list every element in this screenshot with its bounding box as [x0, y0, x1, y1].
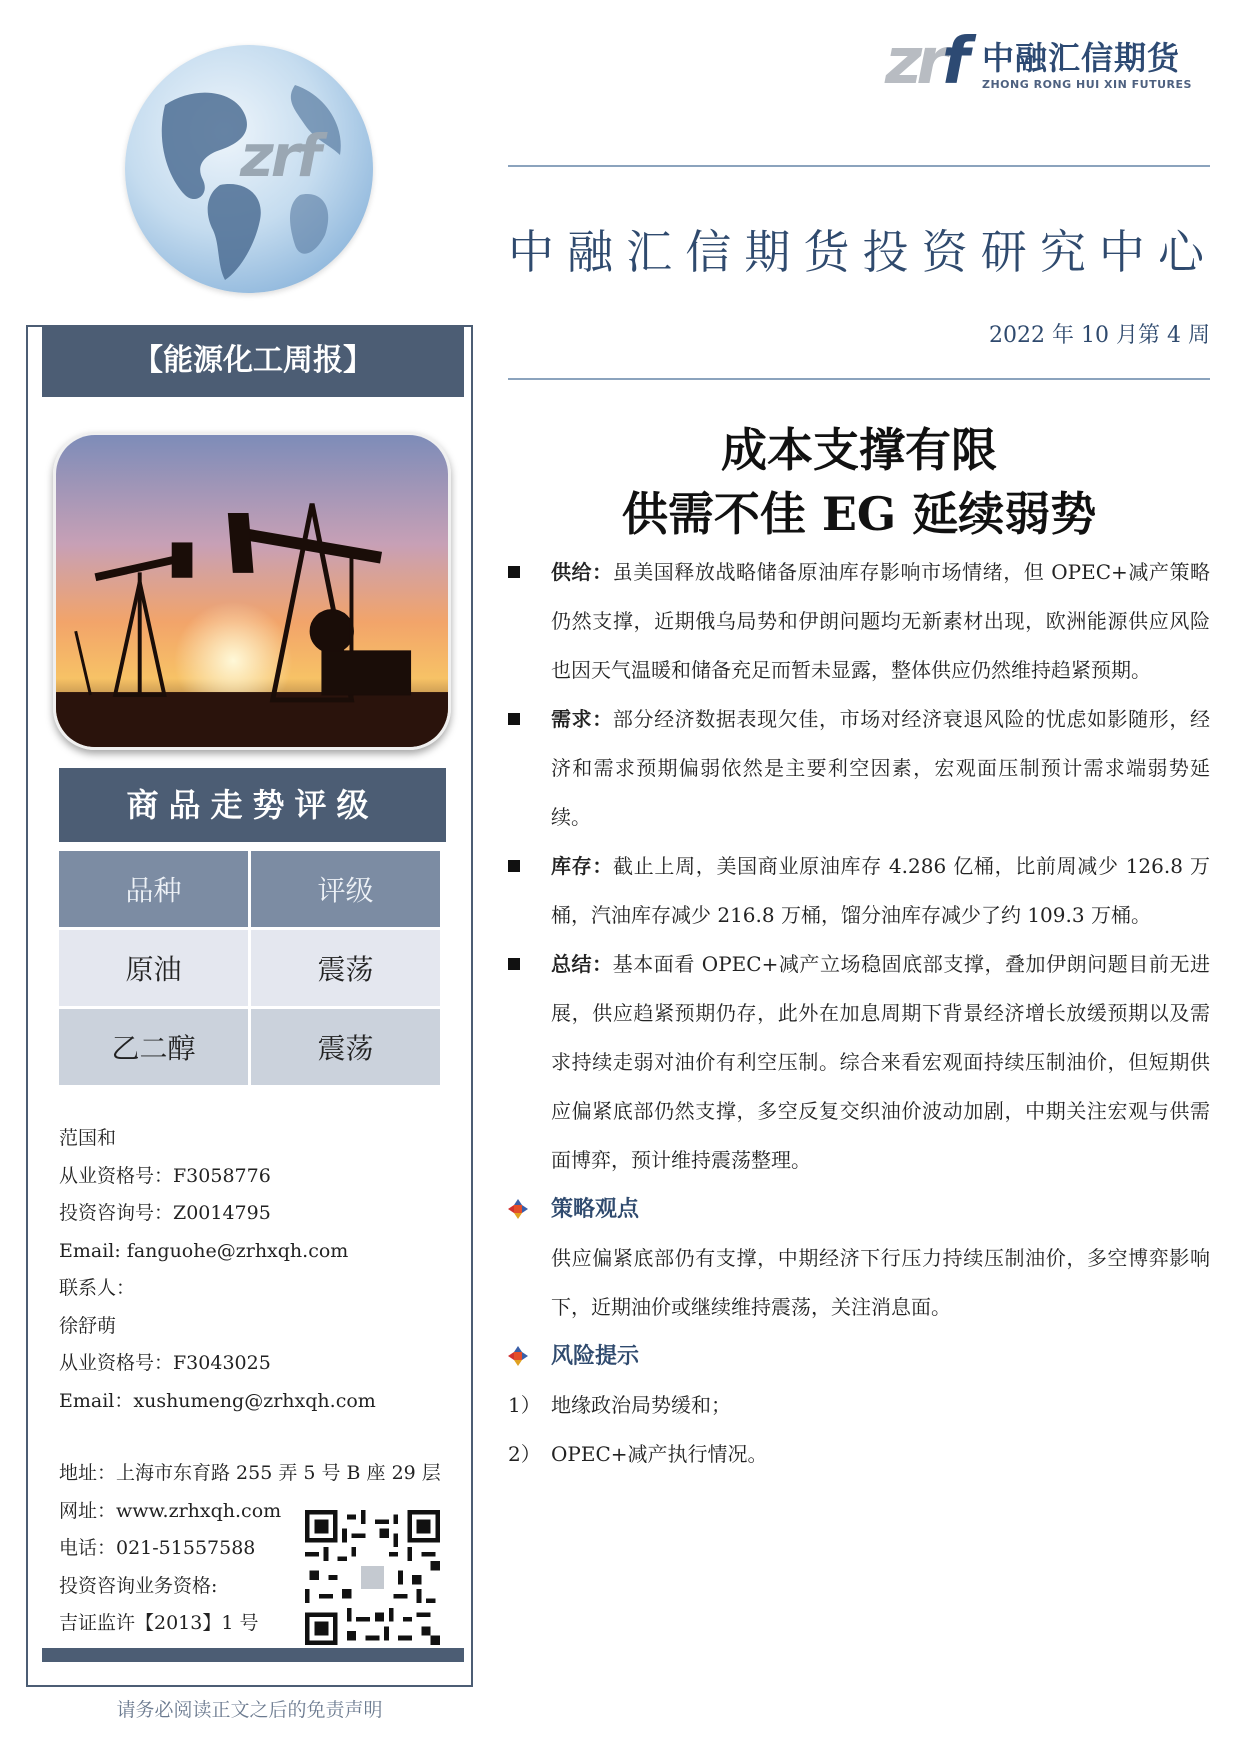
product-rating: 震荡 [251, 1009, 440, 1085]
contact-email[interactable]: Email：xushumeng@zrhxqh.com [59, 1389, 376, 1412]
analyst-contacts [59, 1120, 376, 1420]
bullet-text: 截止上周，美国商业原油库存 4.286 亿桶，比前周减少 126.8 万桶，汽油库存减少 216.8 万桶，馏分油库存减少了约 109.3 万桶。 [551, 854, 1210, 927]
company-logo-mark [885, 25, 964, 99]
bullet-text: 虽美国释放战略储备原油库存影响市场情绪，但 OPEC+减产策略仍然支撑，近期俄乌局势和伊朗问题均无新素材出现，欧洲能源供应风险也因天气温暖和储备充足而暂未显露，整体供应仍然维持趋紧预期。 [551, 560, 1210, 682]
report-type-label: 【能源化工周报】 [42, 325, 464, 397]
headline-line-1: 成本支撑有限 [721, 423, 997, 477]
bullet-demand [508, 695, 1210, 842]
qualification-number: 从业资格号：F3058776 [59, 1164, 271, 1187]
company-name-cn: 中融汇信期货 [982, 39, 1181, 77]
contact-qualification-number: 从业资格号：F3043025 [59, 1352, 271, 1374]
report-date: 2022 年 10 月第 4 周 [989, 323, 1210, 348]
table-row [59, 930, 440, 1006]
company-website[interactable]: 网址：www.zrhxqh.com [59, 1499, 282, 1522]
bullet-label: 需求： [551, 707, 613, 731]
contact-name: 徐舒萌 [59, 1314, 117, 1337]
logo-mark-suffix: f [941, 25, 964, 99]
risk-heading [508, 1332, 1210, 1381]
risk-item-text: OPEC+减产执行情况。 [551, 1442, 768, 1466]
contact-person-label: 联系人： [59, 1277, 136, 1299]
strategy-title: 策略观点 [551, 1197, 640, 1222]
square-bullet-icon [508, 860, 520, 872]
analyst-name: 范国和 [59, 1127, 117, 1149]
sidebar-footer-bar [42, 1648, 464, 1662]
license-label: 投资咨询业务资格: [59, 1574, 218, 1597]
report-body [508, 548, 1210, 1479]
header-divider-top [508, 165, 1210, 167]
bullet-text: 部分经济数据表现欠佳，市场对经济衰退风险的忧虑如影随形，经济和需求预期偏弱依然是主要利空因素，宏观面压制预计需求端弱势延续。 [551, 707, 1211, 829]
bullet-text: 基本面看 OPEC+减产立场稳固底部支撑，叠加伊朗问题目前无进展，供应趋紧预期仍存，此外在加息周期下背景经济增长放缓预期以及需求持续走弱对油价有利空压制。综合来看宏观面持续压制油价，但短期供应偏紧底部仍然支撑，多空反复交织油价波动加剧，中期关注宏观与供需面博弈，预计维持震荡整理。 [551, 952, 1210, 1172]
column-header-product: 品种 [59, 851, 248, 927]
company-name-en: ZHONG RONG HUI XIN FUTURES [982, 78, 1192, 91]
square-bullet-icon [508, 958, 520, 970]
headline-line-2: 供需不佳 EG 延续弱势 [621, 487, 1097, 541]
column-header-rating: 评级 [251, 851, 440, 927]
disclaimer-notice: 请务必阅读正文之后的免责声明 [116, 1699, 383, 1721]
arrows-cross-icon [508, 1346, 528, 1366]
license-number: 吉证监许【2013】1 号 [59, 1612, 259, 1634]
square-bullet-icon [508, 566, 520, 578]
product-name: 原油 [59, 930, 248, 1006]
strategy-text: 供应偏紧底部仍有支撑，中期经济下行压力持续压制油价，多空博弈影响下，近期油价或继续维持震荡，关注消息面。 [551, 1246, 1210, 1319]
bullet-label: 总结： [551, 952, 613, 976]
square-bullet-icon [508, 713, 520, 725]
bullet-label: 库存： [551, 854, 614, 878]
risk-item-number: 2） [508, 1442, 541, 1466]
risk-item-number: 1） [508, 1393, 541, 1417]
rating-section-title: 商品走势评级 [59, 768, 446, 842]
analyst-email[interactable]: Email: fanguohe@zrhxqh.com [59, 1239, 349, 1262]
bullet-label: 供给： [551, 560, 613, 584]
company-address: 地址：上海市东育路 255 弄 5 号 B 座 29 层 [59, 1462, 441, 1484]
product-rating: 震荡 [251, 930, 440, 1006]
bullet-inventory [508, 842, 1210, 940]
risk-title: 风险提示 [551, 1344, 640, 1369]
strategy-heading [508, 1185, 1210, 1234]
company-phone: 电话：021-51557588 [59, 1537, 256, 1559]
report-headline [508, 418, 1210, 546]
rating-table [56, 848, 443, 1088]
risk-item [508, 1430, 1210, 1479]
logo-mark-prefix: zr [885, 25, 942, 99]
consulting-number: 投资咨询号：Z0014795 [59, 1202, 271, 1224]
arrows-cross-icon [508, 1199, 528, 1219]
rating-table-header [59, 851, 440, 927]
table-row [59, 1009, 440, 1085]
qr-code-icon [305, 1510, 440, 1645]
bullet-supply [508, 548, 1210, 695]
oil-pump-sunset-image [53, 432, 451, 750]
product-name: 乙二醇 [59, 1009, 248, 1085]
risk-item [508, 1381, 1210, 1430]
globe-mark-text: zrf [240, 122, 319, 190]
header-divider-bottom [508, 378, 1210, 380]
bullet-summary [508, 940, 1210, 1185]
risk-item-text: 地缘政治局势缓和； [551, 1393, 731, 1417]
research-center-title: 中融汇信期货投资研究中心 [508, 225, 1210, 279]
